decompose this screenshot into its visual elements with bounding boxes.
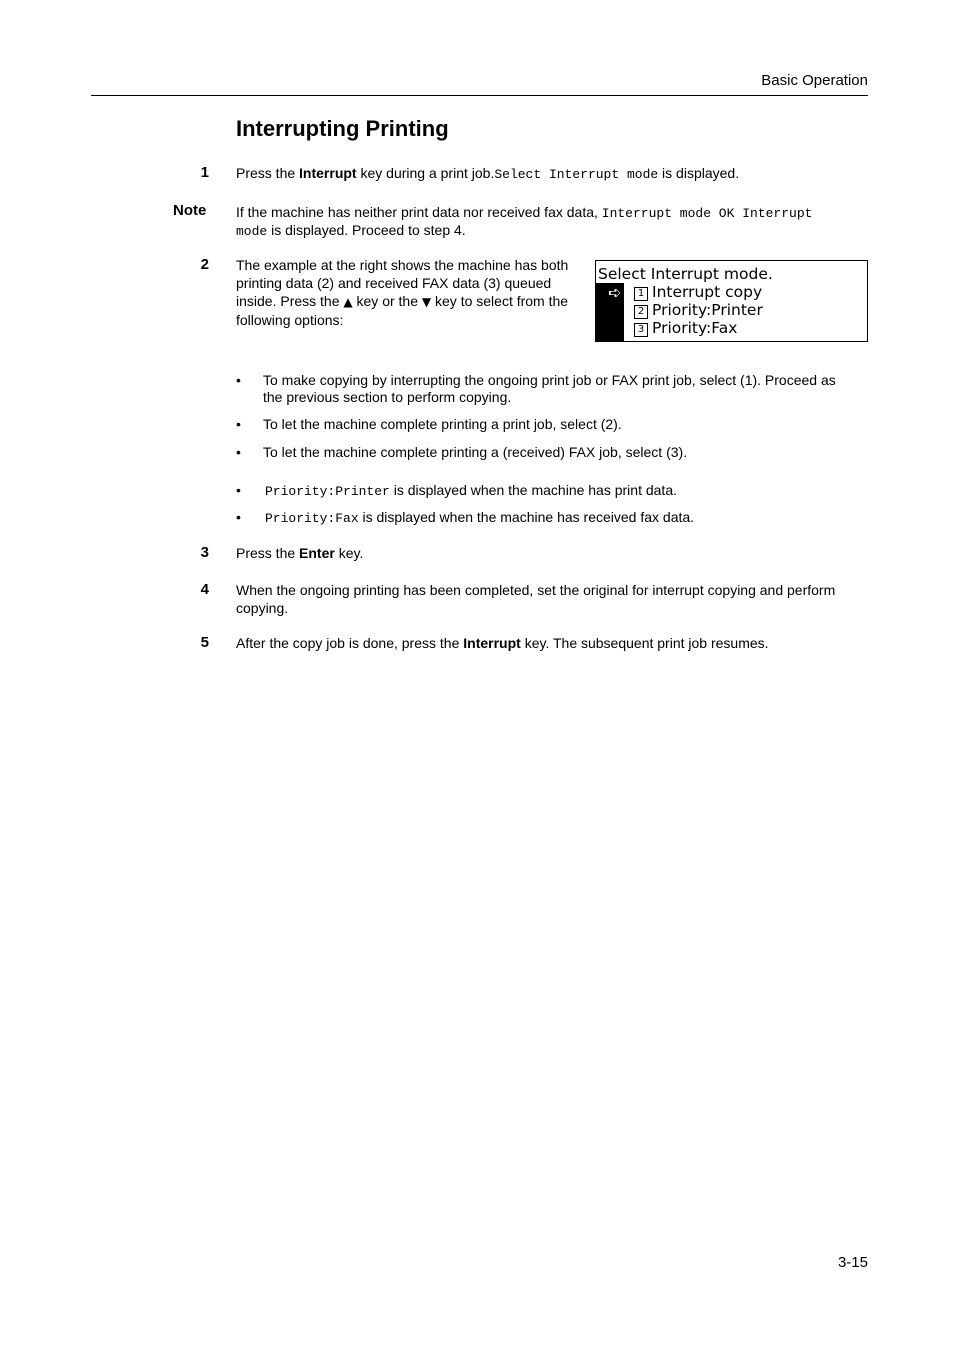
step-4-text <box>236 581 835 617</box>
interrupt-key-label: Interrupt <box>299 165 357 181</box>
step-3-text-b: key. <box>334 545 364 561</box>
note-label: Note <box>173 202 207 219</box>
bullet-item-3: To let the machine complete printing a (received) FAX job, select (3). <box>263 444 688 460</box>
mono-bullet-2-text: is displayed when the machine has received fax data. <box>358 509 695 525</box>
lcd-item-label: Interrupt copy <box>652 283 763 301</box>
note-text-line2 <box>236 221 466 241</box>
step-5-text-a: After the copy job is done, press the <box>236 635 464 651</box>
step-4-line2: copying. <box>236 600 289 616</box>
step-4-number: 4 <box>200 581 209 598</box>
bullet-symbol: • <box>236 482 241 498</box>
enter-key-label: Enter <box>299 545 335 561</box>
step-1-text-c: is displayed. <box>658 165 740 181</box>
lcd-item-label: Priority:Fax <box>652 319 738 337</box>
number-1-icon: 1 <box>634 287 648 301</box>
mono-bullet-1-text: is displayed when the machine has print data. <box>389 482 677 498</box>
bullet-item-1 <box>263 372 836 406</box>
step-2-line3-b: key or the <box>352 293 422 309</box>
note-text-a: If the machine has neither print data nor received fax data, <box>236 204 602 220</box>
display-message: Select Interrupt mode <box>494 167 659 182</box>
header-divider <box>91 95 868 96</box>
note-text-line1 <box>236 203 812 223</box>
lcd-display <box>595 260 868 342</box>
bullet-symbol: • <box>236 416 241 432</box>
step-3-number: 3 <box>200 544 209 561</box>
step-1-text <box>236 164 739 184</box>
lcd-item-priority-fax <box>634 319 737 337</box>
step-5-text-b: key. The subsequent print job resumes. <box>520 635 769 651</box>
bullet-1-line1: To make copying by interrupting the ongoing print job or FAX print job, select (1). Proceed as <box>263 372 836 388</box>
step-2-number: 2 <box>200 256 209 273</box>
mono-bullet-item-2 <box>265 509 694 527</box>
step-1-text-b: key during a print job. <box>356 165 495 181</box>
step-2-line3-c: key to select from the <box>431 293 569 309</box>
down-arrow-icon: ▼ <box>421 295 432 309</box>
note-text-b: is displayed. Proceed to step 4. <box>267 222 466 238</box>
bullet-symbol: • <box>236 509 241 525</box>
lcd-item-label: Priority:Printer <box>652 301 763 319</box>
cursor-arrow-icon: ➪ <box>608 283 622 302</box>
mono-bullet-item-1 <box>265 482 677 500</box>
lcd-item-interrupt-copy <box>634 283 762 301</box>
priority-printer-message: Priority:Printer <box>265 484 390 499</box>
lcd-title: Select Interrupt mode. <box>598 265 773 283</box>
note-mono-a: Interrupt mode OK Interrupt <box>601 206 813 221</box>
step-4-line1: When the ongoing printing has been completed, set the original for interrupt copying and perform <box>236 582 836 598</box>
page-number: 3-15 <box>837 1254 868 1271</box>
step-1-number: 1 <box>200 164 209 181</box>
step-2-line3-a: inside. Press the <box>236 293 344 309</box>
bullet-symbol: • <box>236 444 241 460</box>
bullet-symbol: • <box>236 372 241 388</box>
header-section-title: Basic Operation <box>761 72 868 89</box>
bullet-item-2: To let the machine complete printing a print job, select (2). <box>263 416 622 432</box>
page-title: Interrupting Printing <box>236 116 449 141</box>
bullet-1-line2: the previous section to perform copying. <box>263 389 512 405</box>
lcd-item-priority-printer <box>634 301 763 319</box>
step-2-line3 <box>236 292 568 311</box>
number-2-icon: 2 <box>634 305 648 319</box>
note-mono-b: mode <box>236 224 268 239</box>
up-arrow-icon: ▲ <box>343 295 353 309</box>
step-2-line2: printing data (2) and received FAX data (3) queued <box>236 275 552 291</box>
priority-fax-message: Priority:Fax <box>265 511 359 526</box>
number-3-icon: 3 <box>634 323 648 337</box>
interrupt-key-label: Interrupt <box>463 635 521 651</box>
step-2-line1: The example at the right shows the machine has both <box>236 257 569 273</box>
step-1-text-a: Press the <box>236 165 300 181</box>
step-2-text <box>236 256 568 329</box>
step-3-text-a: Press the <box>236 545 300 561</box>
step-2-line4: following options: <box>236 312 344 328</box>
step-3-text <box>236 544 363 562</box>
step-5-number: 5 <box>200 634 209 651</box>
step-5-text <box>236 634 769 652</box>
